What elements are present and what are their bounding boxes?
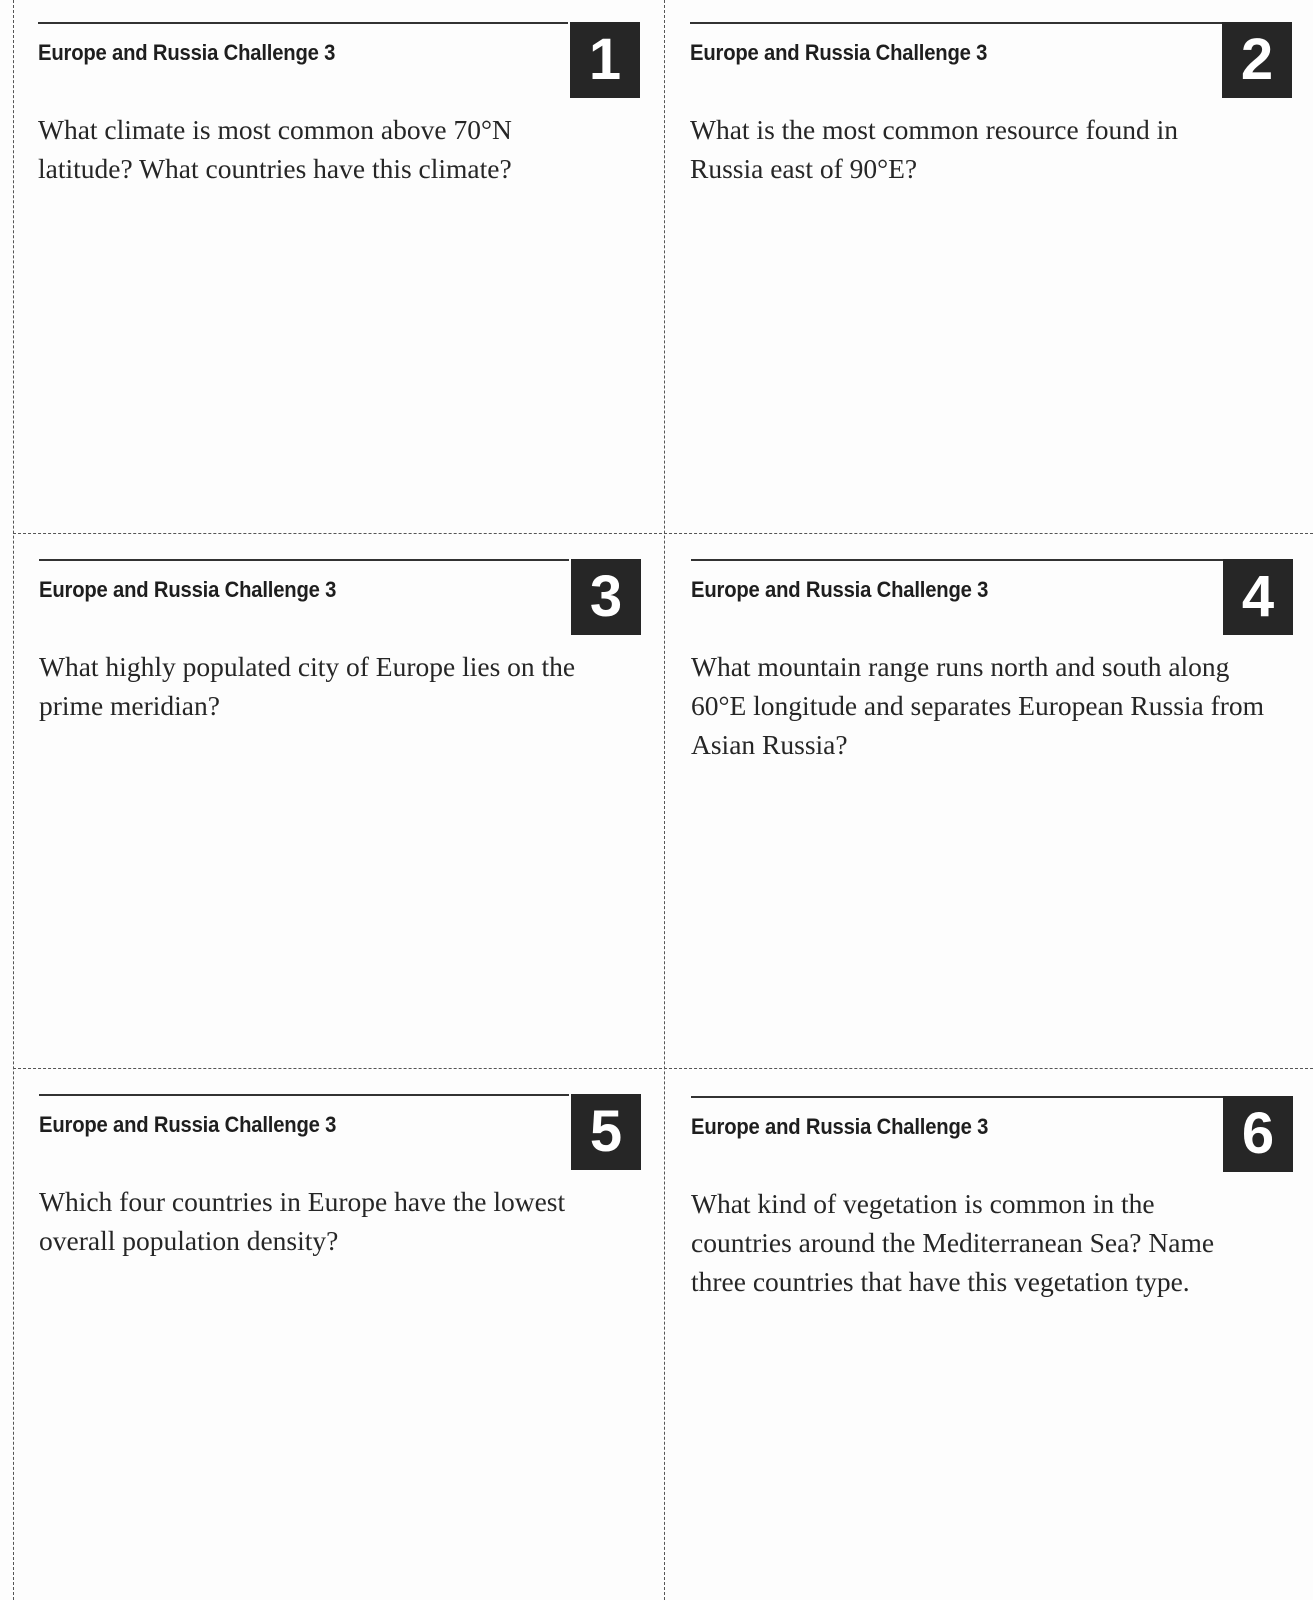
card-question: What kind of vegetation is common in the countries around the Mediterranean Sea? Name three countries that have this vegetation type.	[691, 1188, 1215, 1297]
challenge-card-2	[690, 22, 1295, 522]
challenge-card-4	[691, 559, 1296, 1059]
card-header: Europe and Russia Challenge 3	[39, 1112, 337, 1137]
card-header: Europe and Russia Challenge 3	[38, 40, 336, 65]
card-top-rule	[39, 559, 569, 561]
challenge-card-6	[691, 1096, 1296, 1596]
card-number-badge: 1	[570, 22, 640, 98]
card-top-rule	[690, 22, 1225, 24]
vertical-cut-line-center	[664, 0, 665, 1600]
challenge-card-3	[39, 559, 641, 1059]
card-question: What climate is most common above 70°N latitude? What countries have this climate?	[38, 114, 512, 184]
card-number-badge: 2	[1222, 22, 1292, 98]
card-number-badge: 6	[1223, 1096, 1293, 1172]
card-number-badge: 3	[571, 559, 641, 635]
horizontal-cut-line-2	[13, 1068, 1313, 1069]
card-top-rule	[39, 1094, 569, 1096]
card-question: What is the most common resource found in Russia east of 90°E?	[690, 114, 1179, 184]
card-number-badge: 5	[571, 1094, 641, 1170]
card-top-rule	[38, 22, 568, 24]
horizontal-cut-line-1	[13, 533, 1313, 534]
card-header: Europe and Russia Challenge 3	[690, 40, 988, 65]
card-top-rule	[691, 1096, 1226, 1098]
card-top-rule	[691, 559, 1226, 561]
card-number-badge: 4	[1223, 559, 1293, 635]
challenge-card-1	[38, 22, 640, 522]
challenge-card-5	[39, 1094, 641, 1594]
card-question: What highly populated city of Europe lies on the prime meridian?	[39, 651, 576, 721]
card-header: Europe and Russia Challenge 3	[691, 1114, 989, 1139]
vertical-cut-line-left	[13, 0, 14, 1600]
card-question: What mountain range runs north and south along 60°E longitude and separates European Russia from Asian Russia?	[691, 651, 1265, 760]
card-question: Which four countries in Europe have the lowest overall population density?	[39, 1186, 566, 1256]
card-header: Europe and Russia Challenge 3	[691, 577, 989, 602]
card-header: Europe and Russia Challenge 3	[39, 577, 337, 602]
